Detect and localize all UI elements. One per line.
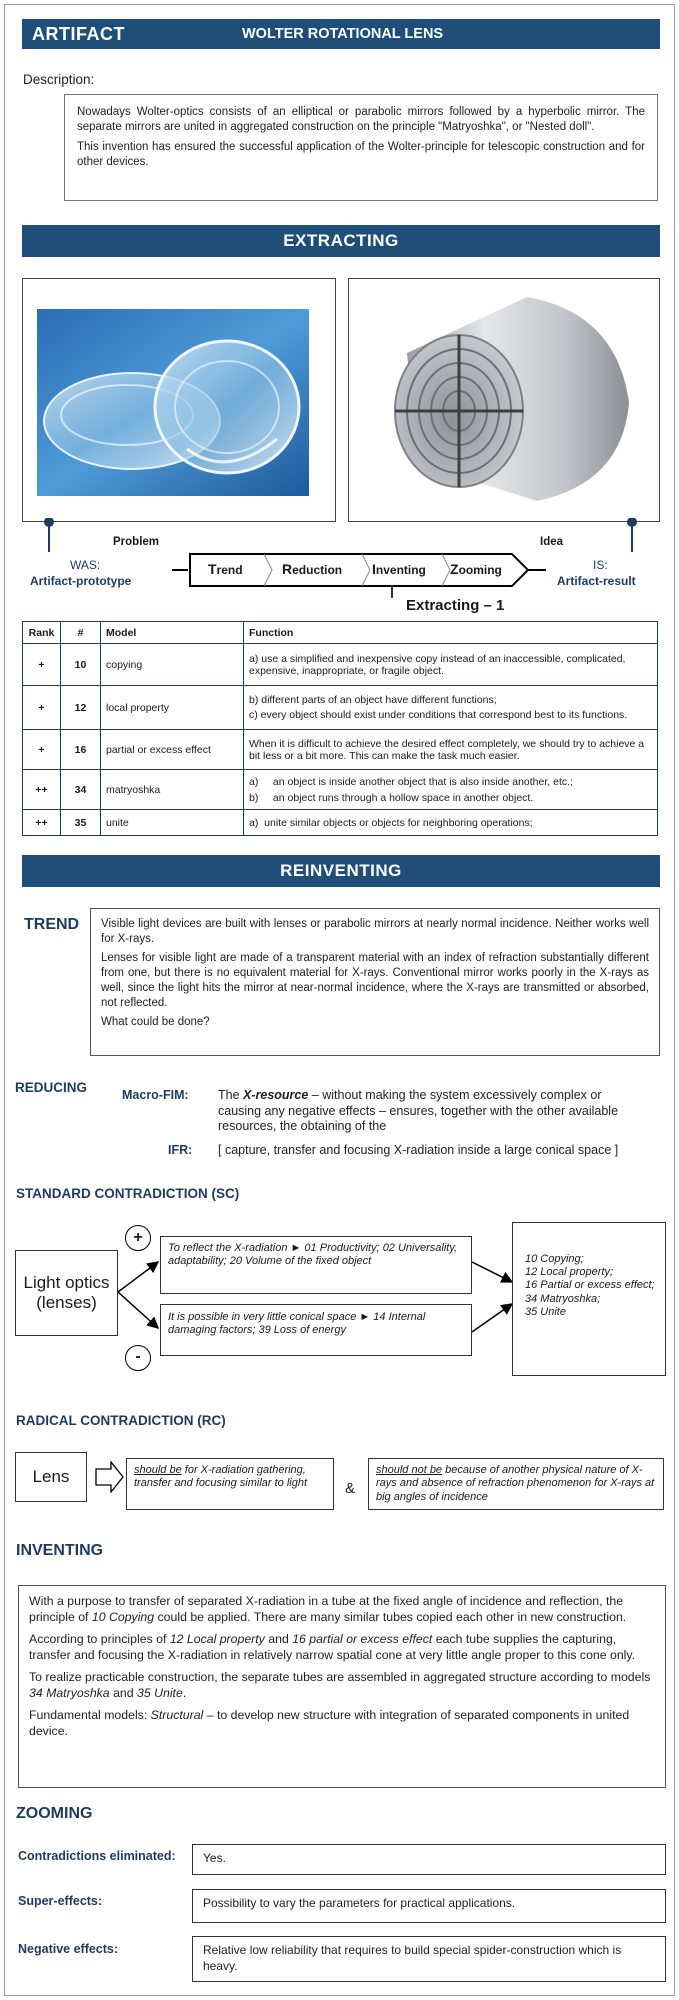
inventing-paragraph: Fundamental models: Structural – to develop new structure with integration of separated components in united device. [29, 1707, 630, 1738]
sc-result-box: 10 Copying; 12 Local property; 16 Partial or excess effect; 34 Matryoshka; 35 Unite [512, 1222, 666, 1376]
table-row [23, 686, 658, 730]
rank-cell: + [23, 644, 61, 686]
step-trend: Trend [208, 561, 243, 577]
function-cell: a) use a simplified and inexpensive copy instead of an inaccessible, complicated, expensive, inappropriate, or fragile object. [244, 644, 658, 686]
is-label: IS: [593, 558, 608, 572]
rank-cell: ++ [23, 770, 61, 810]
trend-paragraph: Visible light devices are built with lenses or parabolic mirrors at nearly normal incidence. Neither works well for X-rays. [101, 918, 649, 945]
inventing-box [18, 1585, 666, 1788]
function-cell: b) different parts of an object have different functions; c) every object should exist under conditions that correspond best to its functions. [244, 686, 658, 730]
artifact-title: WOLTER ROTATIONAL LENS [242, 26, 444, 42]
contradictions-eliminated-label: Contradictions eliminated: [18, 1849, 176, 1863]
table-row [23, 770, 658, 810]
sc-plus-box: To reflect the X-radiation ► 01 Productivity; 02 Universality, adaptability; 20 Volume of the fixed object [160, 1236, 472, 1294]
sc-minus-sign: - [125, 1345, 151, 1371]
extracting-section-bar: EXTRACTING [22, 225, 660, 257]
step-zooming: Zooming [450, 561, 502, 577]
trend-label: TREND [24, 916, 80, 933]
trend-box [90, 908, 660, 1056]
super-effects-label: Super-effects: [18, 1894, 103, 1908]
description-paragraph: Nowadays Wolter-optics consists of an elliptical or parabolic mirrors followed by a hyperbolic mirror. The separate mirrors are united in aggregated construction on the principle "Matryoshka", or "Nested doll". [77, 106, 645, 133]
function-cell: a) unite similar objects or objects for neighboring operations; [244, 810, 658, 836]
step-reduction: Reduction [282, 561, 343, 577]
idea-label: Idea [540, 536, 564, 548]
reducing-label: REDUCING [15, 1080, 88, 1095]
rc-should-be-box: should be for X-radiation gathering, transfer and focusing similar to light [126, 1458, 334, 1510]
num-cell: 10 [61, 644, 101, 686]
negative-effects-label: Negative effects: [18, 1942, 119, 1956]
was-value: Artifact-prototype [30, 574, 132, 588]
step-inventing: Inventing [372, 561, 426, 577]
trend-question: What could be done? [101, 1016, 210, 1029]
description-paragraph: This invention has ensured the successful application of the Wolter-principle for telescopic construction and for other devices. [77, 141, 645, 169]
ifr-text: [ capture, transfer and focusing X-radiation inside a large conical space ] [218, 1143, 619, 1157]
was-label: WAS: [70, 558, 101, 572]
sc-light-optics-box: Light optics (lenses) [15, 1250, 118, 1336]
super-effects-value: Possibility to vary the parameters for practical applications. [192, 1889, 666, 1923]
rank-cell: ++ [23, 810, 61, 836]
col-num-header: # [61, 622, 101, 644]
table-row [23, 644, 658, 686]
artifact-label: ARTIFACT [32, 24, 125, 44]
description-box [64, 94, 658, 201]
negative-effects-value: Relative low reliability that requires to build special spider-construction which is heavy. [192, 1936, 666, 1982]
inventing-paragraph: To realize practicable construction, the separate tubes are assembled in aggregated structure according to models 34 Matryoshka and 35 Unite. [29, 1669, 651, 1700]
num-cell: 16 [61, 730, 101, 770]
models-table [22, 621, 658, 836]
rc-lens-box: Lens [15, 1452, 87, 1502]
num-cell: 12 [61, 686, 101, 730]
sc-plus-sign: + [125, 1225, 151, 1251]
function-cell: a) an object is inside another object that is also inside another, etc.; b) an object runs through a hollow space in another object. [244, 770, 658, 810]
macro-fim-text: The X-resource – without making the system excessively complex or causing any negative effects – ensures, together with the other available resources, the obtaining of the [218, 1088, 619, 1134]
col-model-header: Model [101, 622, 244, 644]
description-label: Description: [23, 72, 95, 87]
table-row [23, 730, 658, 770]
model-cell: partial or excess effect [101, 730, 244, 770]
inventing-label: INVENTING [16, 1542, 104, 1559]
model-cell: copying [101, 644, 244, 686]
col-function-header: Function [244, 622, 658, 644]
table-row [23, 810, 658, 836]
rank-cell: + [23, 730, 61, 770]
macro-fim-label: Macro-FIM: [122, 1088, 189, 1102]
result-image-frame [348, 278, 660, 522]
prototype-image-frame [22, 278, 336, 522]
problem-label: Problem [113, 536, 160, 548]
model-cell: unite [101, 810, 244, 836]
extracting-subtitle: Extracting – 1 [406, 597, 505, 614]
model-cell: local property [101, 686, 244, 730]
num-cell: 34 [61, 770, 101, 810]
table-header-row [23, 622, 658, 644]
rank-cell: + [23, 686, 61, 730]
function-cell: When it is difficult to achieve the desired effect completely, we should try to achieve a bit less or a bit more. This can make the task much easier. [244, 730, 658, 770]
nested-mirror-cone-image [377, 293, 639, 505]
col-rank-header: Rank [23, 622, 61, 644]
reinventing-section-bar: REINVENTING [22, 855, 660, 887]
glass-lens-image [37, 309, 309, 496]
rc-label: RADICAL CONTRADICTION (RC) [16, 1413, 226, 1428]
contradictions-eliminated-value: Yes. [192, 1844, 666, 1875]
zooming-label: ZOOMING [16, 1805, 93, 1822]
sc-label: STANDARD CONTRADICTION (SC) [16, 1186, 240, 1201]
header-bar [22, 19, 660, 49]
trend-paragraph: Lenses for visible light are made of a transparent material with an index of refraction substantially different from one, but there is no equivalent material for X-rays. Conventional mirror works poorly in the X-rays as well, since the light hits the mirror at near-normal incidence, where the X-rays are transmitted or absorbed, not reflected. [101, 952, 649, 1009]
rc-should-not-box: should not be because of another physical nature of X-rays and absence of refraction phenomenon for X-rays at big angles of incidence [368, 1458, 664, 1510]
inventing-paragraph: According to principles of 12 Local property and 16 partial or excess effect each tube supplies the capturing, transfer and focusing the X-radiation in relatively narrow spatial cone at very little angle proper to this cone only. [29, 1631, 636, 1662]
model-cell: matryoshka [101, 770, 244, 810]
ifr-label: IFR: [168, 1143, 193, 1157]
sc-minus-box: It is possible in very little conical space ► 14 Internal damaging factors; 39 Loss of energy [160, 1304, 472, 1356]
inventing-paragraph: With a purpose to transfer of separated X-radiation in a tube at the fixed angle of incidence and reflection, the principle of 10 Copying could be applied. There are many similar tubes copied each other in new construction. [29, 1594, 627, 1624]
rc-ampersand: & [345, 1480, 356, 1497]
rc-arrow-icon [95, 1461, 125, 1493]
is-value: Artifact-result [557, 574, 636, 588]
num-cell: 35 [61, 810, 101, 836]
